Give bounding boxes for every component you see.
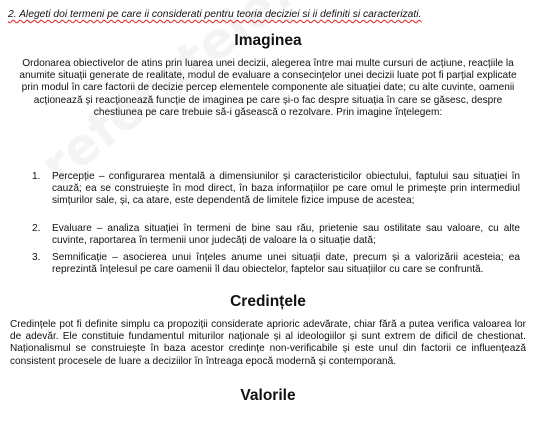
list-item-text: Evaluare – analiza situației în termeni de bine sau rău, prietenie sau ostilitate sau valoare, cu alte cuvinte, raportarea în termenii unor judecăți de valoare la o situație dată; [52, 223, 520, 247]
list-item-text: Percepție – configurarea mentală a dimensiunilor și caracteristicilor obiectului, faptului sau situației în cauză; ea se construiește în mod direct, în baza informațiilor pe care omul le primește prin intermediul simțurilor sale, și, ca atare, este dependentă de limitele fizice impuse de acestea; [52, 171, 520, 207]
list-item-text: Semnificație – asocierea unui înțeles anume unei situații date, precum și a valorizării acesteia; ea reprezintă înțelesul pe care oamenii îl dau obiectelor, faptelor sau situațiilor cu care se confruntă. [52, 252, 520, 276]
list-item-number: 2. [32, 223, 41, 234]
list-item-number: 3. [32, 252, 41, 263]
paragraph-credintele: Credințele pot fi definite simplu ca propoziții considerate aprioric adevărate, chiar fără a putea verifica valoarea lor de adevăr. Ele constituie fundamentul miturilor naționale și al ideologiilor și sunt extrem de dificil de chestionat. Naționalismul se construiește în baza acestor credințe non-verificabile și este unul din factorii ce influențează consistent procesele de luare a deciziilor în întreaga epocă modernă și contemporană. [10, 319, 526, 367]
paragraph-imaginea-intro: Ordonarea obiectivelor de atins prin luarea unei decizii, alegerea între mai multe cursuri de acțiune, reacțiile la anumite situații generate de realitate, modul de evaluare a consecințelor unei decizii luate pot fi parțial explicate prin modul în care factorii de decizie percep elementele componente ale situației date; cu alte cuvinte, oamenii acționează și reacționează funcție de imaginea pe care și-o fac despre situația în care se găsesc, despre chestiunea pe care trebuie să-i găsească o rezolvare. Prin imagine înțelegem: [19, 58, 517, 118]
heading-imaginea: Imaginea [234, 32, 302, 49]
list-item-number: 1. [32, 171, 41, 182]
heading-valorile: Valorile [240, 387, 296, 404]
heading-credintele: Credințele [230, 293, 306, 310]
assignment-prompt: 2. Alegeti doi termeni pe care ii considerati pentru teoria deciziei si ii definiti si caracterizati. [8, 9, 422, 20]
